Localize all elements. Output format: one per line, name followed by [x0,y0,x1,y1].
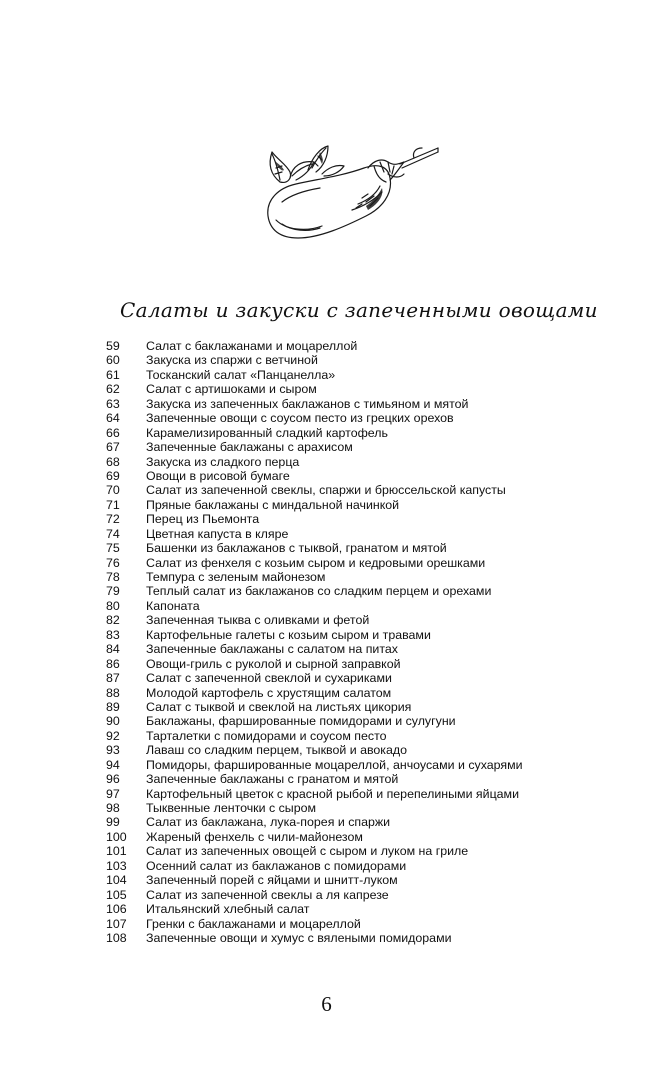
toc-page-number: 68 [106,454,120,469]
toc-entry [104,787,556,801]
toc-entry [104,859,556,873]
toc-recipe-title: Запеченные баклажаны с гранатом и мятой [146,772,399,787]
toc-recipe-title: Запеченные овощи с соусом песто из грецких орехов [146,411,454,426]
toc-recipe-title: Картофельный цветок с красной рыбой и перепелиными яйцами [146,786,519,801]
toc-page-number: 108 [106,930,127,945]
toc-page-number: 75 [106,541,120,556]
table-of-contents [104,339,556,945]
toc-page-number: 106 [106,902,127,917]
toc-entry [104,657,556,671]
toc-entry [104,743,556,757]
toc-page-number: 92 [106,728,120,743]
toc-entry [104,758,556,772]
toc-page-number: 101 [106,844,127,859]
toc-recipe-title: Картофельные галеты с козьим сыром и травами [146,627,431,642]
toc-entry [104,801,556,815]
toc-entry [104,353,556,367]
toc-recipe-title: Гренки с баклажанами и моцареллой [146,916,361,931]
toc-entry [104,628,556,642]
toc-recipe-title: Салат из запеченной свеклы, спаржи и брюссельской капусты [146,483,506,498]
toc-entry [104,729,556,743]
toc-recipe-title: Осенний салат из баклажанов с помидорами [146,858,407,873]
toc-recipe-title: Овощи-гриль с руколой и сырной заправкой [146,656,401,671]
toc-entry [104,830,556,844]
toc-entry [104,931,556,945]
toc-recipe-title: Закуска из запеченных баклажанов с тимьяном и мятой [146,396,469,411]
toc-page-number: 82 [106,613,120,628]
toc-recipe-title: Жареный фенхель с чили-майонезом [146,829,363,844]
toc-entry [104,498,556,512]
toc-recipe-title: Запеченные овощи и хумус с вялеными помидорами [146,930,452,945]
toc-page-number: 107 [106,916,127,931]
toc-entry [104,469,556,483]
toc-recipe-title: Тыквенные ленточки с сыром [146,801,317,815]
toc-entry [104,888,556,902]
toc-page-number: 97 [106,786,120,801]
toc-entry [104,570,556,584]
toc-page-number: 83 [106,627,120,642]
toc-recipe-title: Капоната [146,598,200,613]
toc-recipe-title: Помидоры, фаршированные моцареллой, анчоусами и сухарями [146,757,523,772]
toc-page-number: 71 [106,497,120,512]
toc-page-number: 105 [106,887,127,902]
toc-entry [104,700,556,714]
toc-page-number: 67 [106,440,120,455]
toc-page-number: 61 [106,367,120,382]
toc-page-number: 60 [106,353,120,368]
page-number: 6 [321,992,332,1016]
toc-page-number: 76 [106,555,120,570]
toc-page-number: 64 [106,411,120,426]
section-title: Салаты и закуски с запеченными овощами [120,298,598,322]
toc-recipe-title: Салат с тыквой и свеклой на листьях цикория [146,699,412,714]
eggplant-sketch-icon [262,138,442,256]
toc-recipe-title: Башенки из баклажанов с тыквой, гранатом и мятой [146,541,447,556]
toc-recipe-title: Лаваш со сладким перцем, тыквой и авокадо [146,743,407,758]
toc-recipe-title: Баклажаны, фаршированные помидорами и сулугуни [146,714,456,729]
toc-page-number: 84 [106,642,120,657]
toc-recipe-title: Салат из фенхеля с козьим сыром и кедровыми орешками [146,555,486,570]
toc-page-number: 103 [106,858,127,873]
toc-recipe-title: Овощи в рисовой бумаге [146,468,290,483]
toc-recipe-title: Тарталетки с помидорами и соусом песто [146,728,387,743]
toc-page-number: 78 [106,570,120,584]
toc-page-number: 86 [106,656,120,671]
toc-recipe-title: Молодой картофель с хрустящим салатом [146,685,392,700]
toc-recipe-title: Салат с баклажанами и моцареллой [146,339,358,353]
toc-page-number: 62 [106,382,120,397]
toc-recipe-title: Запеченная тыква с оливками и фетой [146,613,370,628]
toc-page-number: 66 [106,425,120,440]
toc-entry [104,815,556,829]
toc-recipe-title: Закуска из спаржи с ветчиной [146,353,318,368]
toc-page-number: 88 [106,685,120,700]
toc-entry [104,440,556,454]
toc-page-number: 87 [106,671,120,686]
toc-entry [104,642,556,656]
toc-page-number: 99 [106,815,120,830]
toc-entry [104,455,556,469]
toc-entry [104,902,556,916]
toc-page-number: 69 [106,468,120,483]
toc-entry [104,599,556,613]
toc-page-number: 90 [106,714,120,729]
toc-page-number: 96 [106,772,120,787]
toc-recipe-title: Запеченные баклажаны с арахисом [146,440,353,455]
toc-entry [104,426,556,440]
toc-page-number: 79 [106,584,120,599]
toc-recipe-title: Закуска из сладкого перца [146,454,300,469]
toc-recipe-title: Тосканский салат «Панцанелла» [146,367,336,382]
toc-entry [104,368,556,382]
toc-recipe-title: Темпура с зеленым майонезом [146,570,326,584]
toc-entry [104,917,556,931]
toc-entry [104,772,556,786]
toc-entry [104,556,556,570]
toc-entry [104,671,556,685]
toc-recipe-title: Карамелизированный сладкий картофель [146,425,388,440]
toc-page-number: 72 [106,512,120,527]
toc-recipe-title: Пряные баклажаны с миндальной начинкой [146,497,400,512]
toc-entry [104,339,556,353]
toc-page-number: 63 [106,396,120,411]
toc-page-number: 74 [106,526,120,541]
toc-page-number: 100 [106,829,127,844]
toc-entry [104,584,556,598]
toc-entry [104,483,556,497]
toc-entry [104,512,556,526]
toc-recipe-title: Салат из запеченных овощей с сыром и луком на гриле [146,844,469,859]
toc-page-number: 80 [106,598,120,613]
toc-page-number: 93 [106,743,120,758]
toc-recipe-title: Салат из баклажана, лука-порея и спаржи [146,815,391,830]
toc-entry [104,873,556,887]
toc-entry [104,613,556,627]
toc-page-number: 94 [106,757,120,772]
toc-entry [104,844,556,858]
toc-recipe-title: Итальянский хлебный салат [146,902,310,917]
toc-recipe-title: Салат из запеченной свеклы а ля капрезе [146,887,389,902]
toc-page-number: 89 [106,699,120,714]
toc-entry [104,382,556,396]
toc-page-number: 70 [106,483,120,498]
toc-recipe-title: Теплый салат из баклажанов со сладким перцем и орехами [146,584,492,599]
toc-recipe-title: Салат с артишоками и сыром [146,382,317,397]
toc-entry [104,541,556,555]
toc-page-number: 98 [106,801,120,815]
toc-recipe-title: Запеченные баклажаны с салатом на питах [146,642,398,657]
toc-entry [104,714,556,728]
toc-recipe-title: Перец из Пьемонта [146,512,260,527]
toc-recipe-title: Запеченный порей с яйцами и шнитт-луком [146,873,398,888]
toc-page-number: 104 [106,873,127,888]
toc-page-number: 59 [106,339,120,353]
toc-entry [104,397,556,411]
toc-recipe-title: Цветная капуста в кляре [146,526,289,541]
toc-recipe-title: Салат с запеченной свеклой и сухариками [146,671,392,686]
toc-entry [104,686,556,700]
toc-entry [104,411,556,425]
toc-entry [104,527,556,541]
